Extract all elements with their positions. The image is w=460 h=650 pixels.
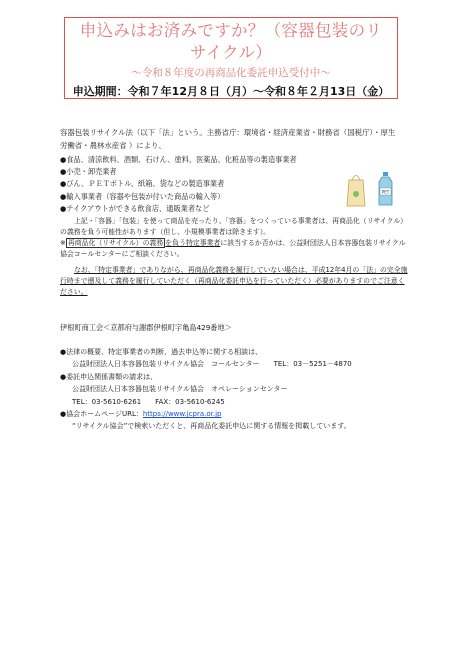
pet-bottle-icon [379,172,392,205]
list-item: ●小売・卸売業者 [60,167,117,177]
contact-line: ●委託申込関係書類の請求は、 [60,372,158,381]
underlined-term: を負う特定事業者 [165,239,221,247]
contact-section [60,346,420,433]
boxed-term: 再商品化（リサイクル）の義務 [67,239,164,247]
list-item: ●テイクアウトができる飲食店、通販業者など [60,203,210,213]
page-title: 申込みはお済みですか？（容器包装のリサイクル） [79,21,383,62]
container-illustration [343,168,407,208]
homepage-label: ●協会ホームページURL： [60,410,143,419]
paragraph-warning: なお、「特定事業者」でありながら、再商品化義務を履行していない場合は、平成12年4月の「法」の完全施行時まで遡及して義務を履行していただく（再商品化委託申込を行っていただく）必要がありますのでご注意ください。 [60,266,408,296]
search-hint-line: “リサイクル協会”で検索いただくと、再商品化委託申込に関する情報を掲載しています。 [72,422,351,431]
note-mark: ※ [60,239,66,247]
contact-line: ●法律の概要、特定事業者の判断、過去申込等に関する相談は、 [60,348,263,356]
tel-fax-line: TEL：03-5610-6261 FAX：03-5610-6245 [72,397,225,406]
operation-center-line: 公益財団法人日本容器包装リサイクル協会 オペレーションセンター [72,385,288,394]
paragraph-consult [60,238,410,260]
homepage-line [60,408,420,420]
bottle-label: PET [381,189,390,195]
target-business-list [60,154,350,215]
chamber-address: 伊根町商工会＜京都府与謝郡伊根町字亀島429番地＞ [60,323,232,332]
list-item: ●食品、清涼飲料、酒類、石けん、塗料、医薬品、化粧品等の製造事業者 [60,155,297,164]
consult-text: に該当するか否かは、公益財団法人日本容器包装リサイクル協会コールセンターにご相談ください。 [60,239,406,258]
application-period: 申込期間：令和７年12月８日（月）～令和８年２月13日（金） [72,85,390,98]
paragraph-obligation: 上記・「容器」「包装」を使って商品を売ったり、「容器」をつくっている事業者は、再商品化（リサイクル）の義務を負う可能性があります（但し、小規模事業者は除きます）。 [60,217,408,236]
list-item: ●びん、ＰＥＴボトル、紙箱、袋などの製造事業者 [60,179,225,189]
header-box [64,17,398,99]
page-subtitle: ～令和８年度の再商品化委託申込受付中～ [131,67,331,79]
call-center-line: 公益財団法人日本容器包装リサイクル協会 コールセンター TEL：03－5251－4870 [72,360,352,369]
list-item: ●輸入事業者（容器や包装が付いた商品の輸入等） [60,191,225,201]
intro-text: 容器包装リサイクル法（以下「法」という。主務省庁：環境省・経済産業省・財務省（国税庁）・厚生労働省・農林水産省 ）により、 [60,128,396,150]
shopping-bag-icon [347,176,365,207]
homepage-link[interactable]: https://www.jcpra.or.jp [142,410,222,419]
